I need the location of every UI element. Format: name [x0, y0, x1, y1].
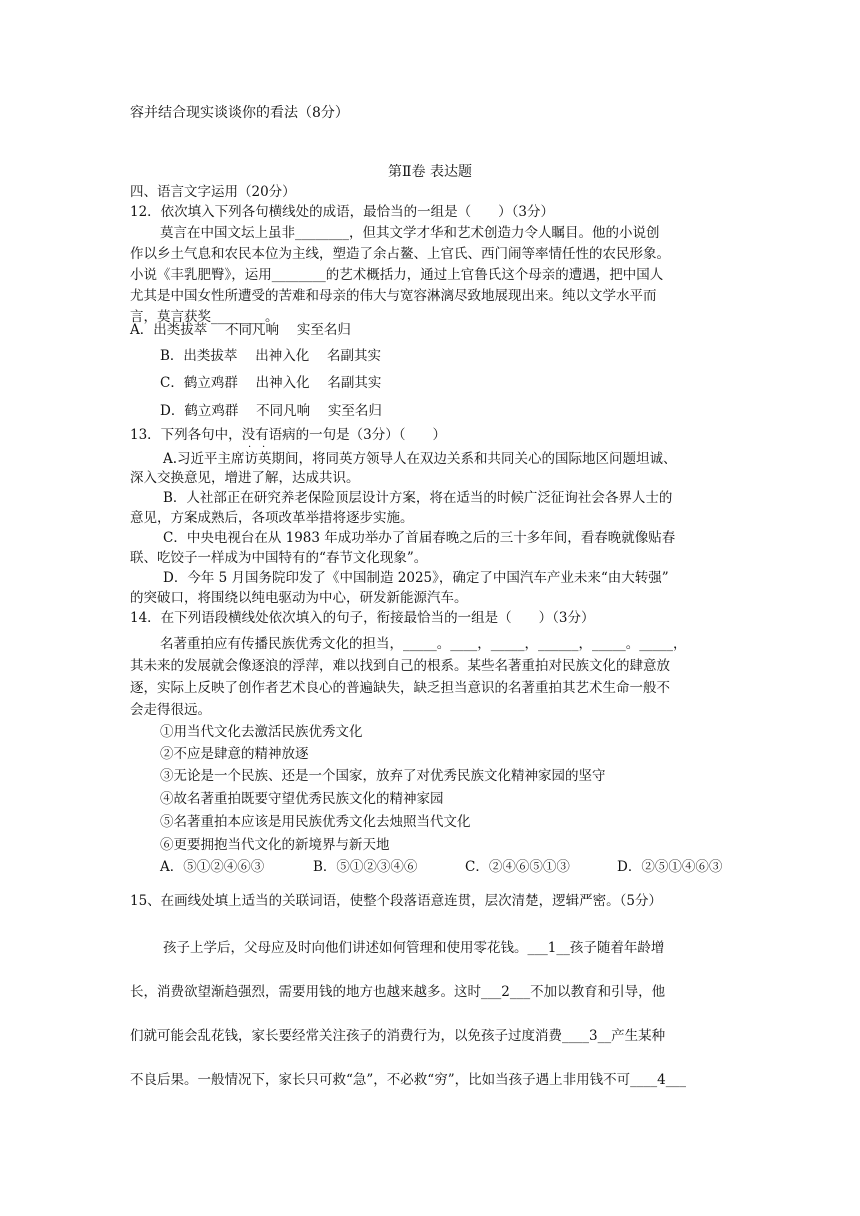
- q14-option-a: A．⑤①②④⑥③: [160, 859, 265, 875]
- q13-option-d-line2: 的突破口，将围绕以纯电驱动为中心，研发新能源汽车。: [130, 590, 468, 606]
- q13-option-c-line2: 联、吃饺子一样成为中国特有的“春节文化现象”。: [130, 550, 428, 566]
- q14-item: ②不应是肆意的精神放逐: [160, 746, 309, 762]
- q15-stem: 15、在画线处填上适当的关联词语，使整个段落语意连贯，层次清楚，逻辑严密。（5分）: [130, 893, 663, 909]
- q14-stem: 14．在下列语段横线处依次填入的句子，衔接最恰当的一组是（ ）（3分）: [130, 610, 595, 626]
- q14-option-d: D．②⑤①④⑥③: [617, 859, 723, 875]
- q12-stem: 12．依次填入下列各句横线处的成语，最恰当的一组是（ ）（3分）: [130, 204, 555, 220]
- q12-passage-line: 作以乡土气息和农民本位为主线，塑造了余占鳌、上官氏、西门闹等率情任性的农民形象。: [130, 246, 670, 262]
- intro-tail-line: 容并结合现实谈谈你的看法（8分）: [130, 105, 349, 121]
- q12-option-c: C．鹤立鸡群 出神入化 名副其实: [160, 375, 382, 391]
- q13-option-a-line2: 深入交换意见，增进了解，达成共识。: [130, 470, 360, 486]
- emphasis-dot-mark: ·: [248, 442, 252, 453]
- q14-option-c: C．②④⑥⑤①③: [465, 859, 570, 875]
- q14-passage-line: 名著重拍应有传播民族优秀文化的担当，_____。____，_____，______，_____。_____，: [160, 636, 687, 652]
- q15-passage-line: 不良后果。一般情况下，家长只可救“急”，不必救“穷”，比如当孩子遇上非用钱不可____4___: [130, 1072, 686, 1088]
- q12-option-d: D．鹤立鸡群 不同凡响 实至名归: [160, 403, 382, 419]
- q13-option-d-line1: D．今年 5 月国务院印发了《中国制造 2025》，确定了中国汽车产业未来“由大转强”: [163, 570, 669, 586]
- q14-passage-line: 逐，实际上反映了创作者艺术良心的普遍缺失，缺乏担当意识的名著重拍其艺术生命一般不: [130, 680, 670, 696]
- q13-stem: 13．下列各句中，没有语病的一句是（3分）（ ）: [130, 427, 447, 443]
- q14-item: ④故名著重拍既要守望优秀民族文化的精神家园: [160, 791, 444, 807]
- emphasis-dot-mark: ·: [262, 442, 266, 453]
- q13-option-c-line1: C．中央电视台在从 1983 年成功举办了首届春晚之后的三十多年间，看春晚就像贴春: [163, 530, 676, 546]
- q14-item: ⑥更要拥抱当代文化的新境界与新天地: [160, 837, 390, 853]
- q13-option-a-line1: A.习近平主席访英期间，将同英方领导人在双边关系和共同关心的国际地区问题坦诚、: [163, 451, 677, 467]
- section-title: 第Ⅱ卷 表达题: [388, 164, 472, 180]
- q14-passage-line: 其未来的发展就会像逐浪的浮萍，难以找到自己的根系。某些名著重拍对民族文化的肆意放: [130, 658, 670, 674]
- q12-passage-line: 莫言在中国文坛上虽非________，但其文学才华和艺术创造力令人瞩目。他的小说创: [160, 225, 660, 241]
- q12-passage-line: 小说《丰乳肥臀》，运用________的艺术概括力，通过上官鲁氏这个母亲的遭遇，把中国人: [130, 267, 664, 283]
- q14-item: ①用当代文化去激活民族优秀文化: [160, 724, 363, 740]
- q12-option-a: A．出类拔萃 不同凡响 实至名归: [130, 322, 351, 338]
- section4-heading: 四、语言文字运用（20分）: [130, 184, 296, 200]
- q12-passage-line: 尤其是中国女性所遭受的苦难和母亲的伟大与宽容淋漓尽致地展现出来。纯以文学水平而: [130, 288, 657, 304]
- q13-option-b-line1: B．人社部正在研究养老保险顶层设计方案，将在适当的时候广泛征询社会各界人士的: [163, 490, 673, 506]
- q14-item: ⑤名著重拍本应该是用民族优秀文化去烛照当代文化: [160, 814, 471, 830]
- q12-option-b: B．出类拔萃 出神入化 名副其实: [160, 348, 382, 364]
- q14-item: ③无论是一个民族、还是一个国家，放弃了对优秀民族文化精神家园的坚守: [160, 768, 606, 784]
- q15-passage-line: 孩子上学后，父母应及时向他们讲述如何管理和使用零花钱。___1__孩子随着年龄增: [163, 940, 665, 956]
- q15-passage-line: 们就可能会乱花钱，家长要经常关注孩子的消费行为，以免孩子过度消费____3__产生某种: [130, 1028, 666, 1044]
- q12-passage-line: 言，莫言获奖________。: [130, 309, 279, 325]
- q14-option-b: B．⑤①②③④⑥: [313, 859, 418, 875]
- q15-passage-line: 长，消费欲望渐趋强烈，需要用钱的地方也越来越多。这时___2___不加以教育和引导，他: [130, 984, 666, 1000]
- q14-passage-line: 会走得很远。: [130, 702, 211, 718]
- q13-option-b-line2: 意见，方案成熟后，各项改革举措将逐步实施。: [130, 510, 414, 526]
